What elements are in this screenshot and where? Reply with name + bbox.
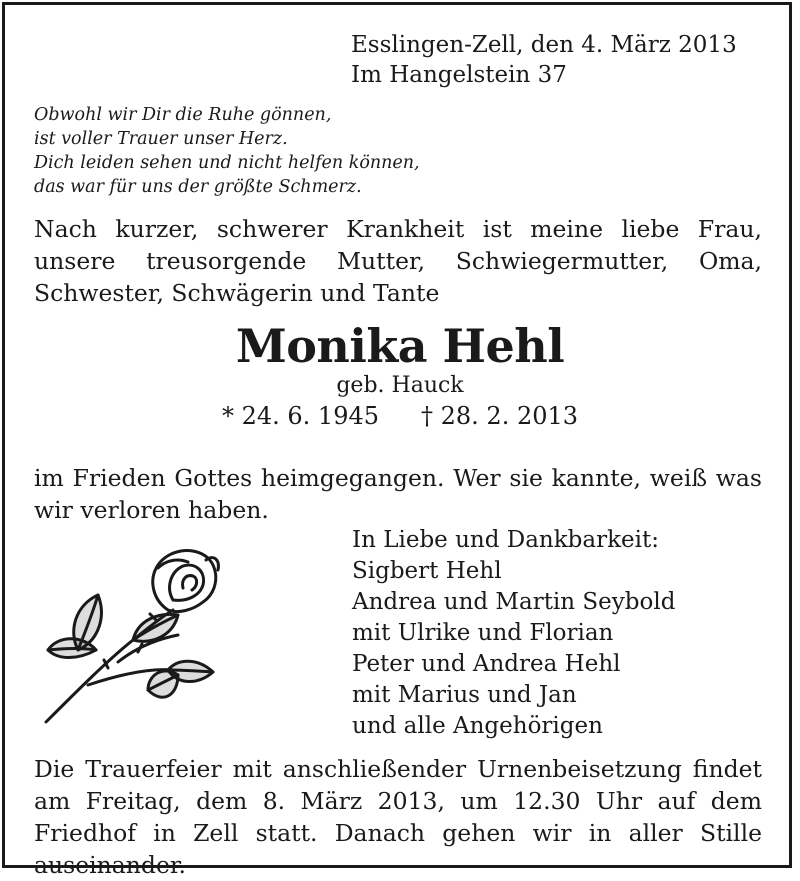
poem-line: Dich leiden sehen und nicht helfen können, (34, 153, 420, 173)
mourner-line: Peter und Andrea Hehl (352, 651, 621, 677)
poem-line: Obwohl wir Dir die Ruhe gönnen, (34, 105, 332, 125)
mourner-line: mit Ulrike und Florian (352, 620, 614, 646)
mourner-line: Andrea und Martin Seybold (352, 589, 676, 615)
poem-line: das war für uns der größte Schmerz. (34, 177, 362, 197)
mourner-line: mit Marius und Jan (352, 682, 577, 708)
address: Im Hangelstein 37 (351, 62, 567, 88)
birth-date: * 24. 6. 1945 (221, 402, 379, 430)
intro-text: Nach kurzer, schwerer Krankheit ist meine liebe Frau, unsere treusorgende Mutter, Schwiegermutter, Oma, Schwester, Schwägerin und Tante (34, 215, 762, 307)
poem (34, 103, 420, 199)
death-date: † 28. 2. 2013 (421, 402, 579, 430)
place-date: Esslingen-Zell, den 4. März 2013 (351, 32, 737, 58)
header-block (351, 30, 737, 90)
mourners-heading: In Liebe und Dankbarkeit: (352, 527, 659, 553)
poem-line: ist voller Trauer unser Herz. (34, 129, 288, 149)
maiden-name: geb. Hauck (336, 373, 464, 398)
passing-text: im Frieden Gottes heimgegangen. Wer sie kannte, weiß was wir verloren haben. (34, 464, 762, 524)
funeral-notice: Die Trauerfeier mit anschließender Urnenbeisetzung findet am Freitag, dem 8. März 2013, um 12.30 Uhr auf dem Friedhof in Zell statt. Danach gehen wir in aller Stille auseinander. (34, 755, 762, 879)
life-dates (0, 400, 800, 432)
mourners-list (352, 525, 675, 742)
mourner-line: und alle Angehörigen (352, 713, 603, 739)
deceased-name: Monika Hehl (235, 319, 565, 373)
mourner-line: Sigbert Hehl (352, 558, 502, 584)
rose-icon (38, 540, 228, 730)
